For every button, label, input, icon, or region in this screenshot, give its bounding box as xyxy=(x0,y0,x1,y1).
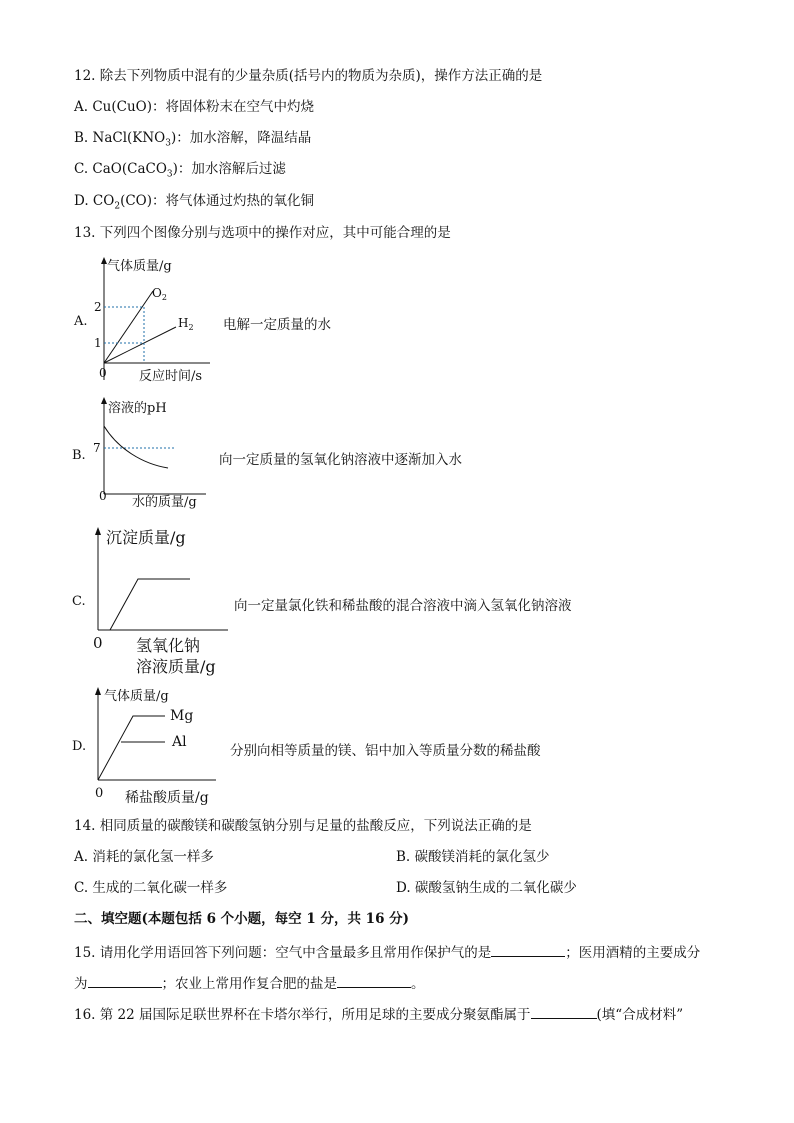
graph-b-origin: 0 xyxy=(99,489,107,503)
q14-option-d: D. 碳酸氢钠生成的二氧化碳少 xyxy=(396,880,577,896)
graph-b-ylabel: 溶液的pH xyxy=(108,401,167,416)
q13-d-letter: D. xyxy=(72,739,87,754)
graph-a-h2-line xyxy=(104,327,176,363)
graph-b-y-arrow xyxy=(101,397,107,404)
q15-line-1: 15. 请用化学用语回答下列问题：空气中含量最多且常用作保护气的是 ；医用酒精的主要成分 xyxy=(74,942,700,962)
graph-a-xlabel: 反应时间/s xyxy=(139,369,203,384)
graph-d-mg-label: Mg xyxy=(170,708,194,724)
graph-d xyxy=(88,683,228,807)
q14-option-a: A. 消耗的氯化氢一样多 xyxy=(74,849,214,865)
q12-option-b: B. $NaCl(KNO_3)$：加水溶解，降温结晶 xyxy=(74,130,312,149)
graph-d-origin: 0 xyxy=(95,786,104,801)
graph-c-line xyxy=(110,579,190,630)
graph-b xyxy=(88,394,218,514)
graph-b-tick-7: 7 xyxy=(93,441,101,455)
graph-b-xlabel: 水的质量/g xyxy=(132,495,197,510)
graph-d-al-label: Al xyxy=(172,734,187,750)
graph-a-origin: 0 xyxy=(99,366,107,380)
q12-option-a: A. Cu(CuO)：将固体粉末在空气中灼烧 xyxy=(74,99,314,115)
q13-b-desc: 向一定质量的氢氧化钠溶液中逐渐加入水 xyxy=(219,452,462,468)
graph-c xyxy=(88,522,238,678)
graph-c-xlabel-1: 氢氧化钠 xyxy=(136,636,201,655)
graph-d-y-arrow xyxy=(95,687,101,695)
q12-stem: 12. 除去下列物质中混有的少量杂质(括号内的物质为杂质)，操作方法正确的是 xyxy=(74,68,543,84)
graph-d-xlabel: 稀盐酸质量/g xyxy=(125,790,209,806)
q14-option-b: B. 碳酸镁消耗的氯化氢少 xyxy=(396,849,550,865)
q13-c-desc: 向一定量氯化铁和稀盐酸的混合溶液中滴入氢氧化钠溶液 xyxy=(234,598,572,614)
q15-line-2: 为 ；农业上常用作复合肥的盐是 。 xyxy=(74,973,425,993)
graph-a xyxy=(88,255,228,390)
q15-blank-2[interactable] xyxy=(88,973,162,988)
q13-d-desc: 分别向相等质量的镁、铝中加入等质量分数的稀盐酸 xyxy=(230,743,541,759)
q13-a-letter: A. xyxy=(74,314,88,329)
q15-blank-1[interactable] xyxy=(491,942,565,957)
q13-c-letter: C. xyxy=(72,594,86,609)
graph-a-o2-line xyxy=(104,291,153,363)
q14-option-c: C. 生成的二氧化碳一样多 xyxy=(74,880,228,896)
graph-d-ylabel: 气体质量/g xyxy=(104,689,169,704)
graph-c-origin: 0 xyxy=(93,634,103,652)
q15-blank-3[interactable] xyxy=(337,973,411,988)
graph-d-mg-line xyxy=(98,716,165,780)
q13-stem: 13. 下列四个图像分别与选项中的操作对应，其中可能合理的是 xyxy=(74,225,451,241)
q16-line-1: 16. 第 22 届国际足联世界杯在卡塔尔举行，所用足球的主要成分聚氨酯属于 (填“合成材料” xyxy=(74,1004,683,1024)
graph-c-ylabel: 沉淀质量/g xyxy=(106,528,186,547)
graph-a-tick-1: 1 xyxy=(94,336,102,350)
graph-c-xlabel-2: 溶液质量/g xyxy=(136,657,216,676)
graph-c-y-arrow xyxy=(95,527,101,535)
graph-a-h2-label: $H_2$ xyxy=(178,316,194,332)
graph-a-tick-2: 2 xyxy=(94,300,102,314)
q12-option-d: D. $CO_2(CO)$：将气体通过灼热的氧化铜 xyxy=(74,193,314,212)
section-2-title: 二、填空题(本题包括 6 个小题，每空 1 分，共 16 分) xyxy=(74,911,410,927)
q14-stem: 14. 相同质量的碳酸镁和碳酸氢钠分别与足量的盐酸反应，下列说法正确的是 xyxy=(74,818,532,834)
graph-a-o2-label: $O_2$ xyxy=(152,286,167,302)
graph-b-curve xyxy=(104,426,168,468)
q13-a-desc: 电解一定质量的水 xyxy=(223,317,331,333)
q16-blank-1[interactable] xyxy=(531,1004,597,1019)
graph-a-ylabel: 气体质量/g xyxy=(107,259,172,274)
q13-b-letter: B. xyxy=(72,448,86,463)
q12-option-c: C. CaO(CaCO$_3$)：加水溶解后过滤 xyxy=(74,161,286,180)
